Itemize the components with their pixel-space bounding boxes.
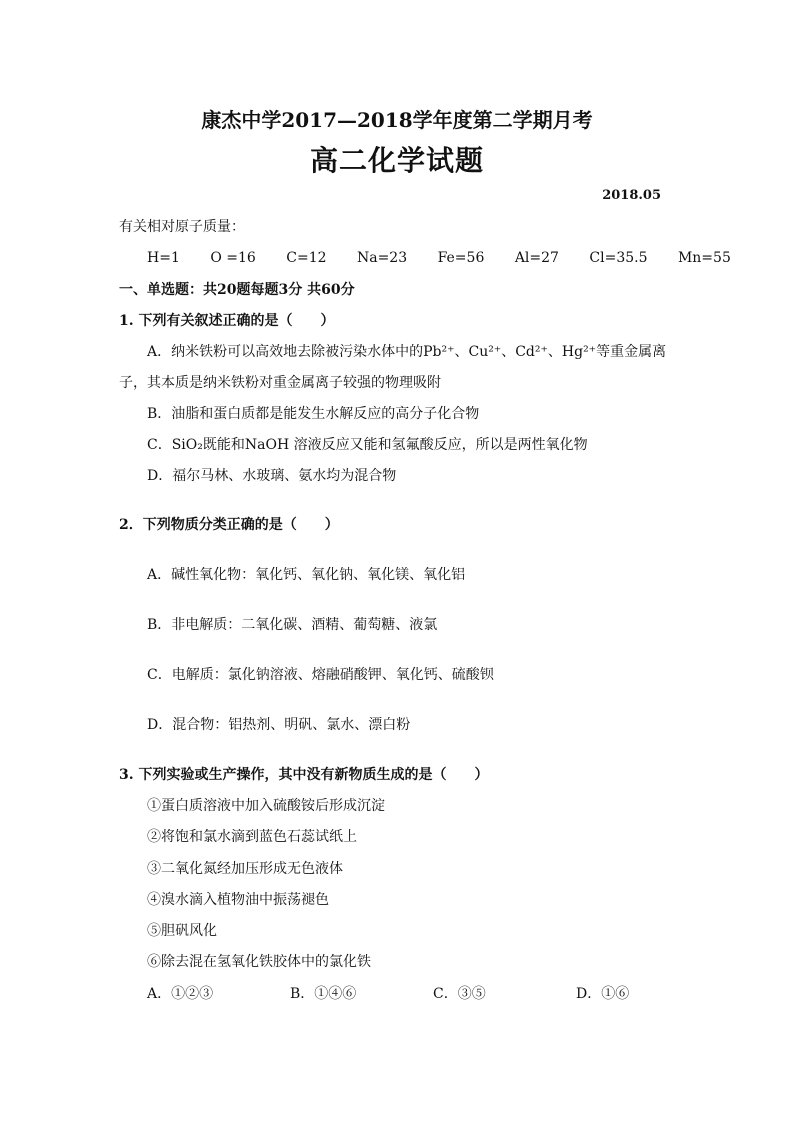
atomic-mass-item: Al=27 <box>514 250 559 266</box>
question-2-option-c: C．电解质：氯化钠溶液、熔融硝酸钾、氧化钙、硫酸钡 <box>147 667 494 683</box>
question-3-stem: 3. 下列实验或生产操作，其中没有新物质生成的是（ ） <box>119 767 489 783</box>
question-3-choice-d: D．①⑥ <box>576 986 630 1002</box>
question-2-option-a: A．碱性氧化物：氧化钙、氧化钠、氧化镁、氧化铝 <box>147 567 466 583</box>
question-3-item: ④溴水滴入植物油中振荡褪色 <box>147 892 329 908</box>
question-3-choice-b: B．①④⑥ <box>290 986 357 1002</box>
question-1-option-a: A．纳米铁粉可以高效地去除被污染水体中的Pb²⁺、Cu²⁺、Cd²⁺、Hg²⁺等重金属离 <box>147 344 667 360</box>
school-title: 康杰中学2017—2018学年度第二学期月考 <box>201 108 593 132</box>
atomic-mass-item: Na=23 <box>356 250 408 266</box>
atomic-mass-item: Cl=35.5 <box>589 250 648 266</box>
question-1-stem: 1. 下列有关叙述正确的是（ ） <box>119 313 335 329</box>
question-3-item: ⑤胆矾风化 <box>147 923 217 939</box>
question-3-choices <box>147 985 719 1003</box>
atomic-mass-item: C=12 <box>286 250 327 266</box>
atomic-mass-item: H=1 <box>147 250 180 266</box>
section-heading: 一、单选题：共20题每题3分 共60分 <box>119 282 355 298</box>
question-3-item: ⑥除去混在氢氧化铁胶体中的氯化铁 <box>147 954 371 970</box>
paper-title: 高二化学试题 <box>309 144 484 177</box>
atomic-mass-item: Fe=56 <box>437 250 485 266</box>
atomic-mass-list <box>147 249 757 267</box>
atomic-mass-item: Mn=55 <box>677 250 731 266</box>
question-3-item: ①蛋白质溶液中加入硫酸铵后形成沉淀 <box>147 798 385 814</box>
question-1-option-b: B．油脂和蛋白质都是能发生水解反应的高分子化合物 <box>147 406 480 422</box>
question-2-stem: 2．下列物质分类正确的是（ ） <box>119 517 339 533</box>
question-3-item: ③二氧化氮经加压形成无色液体 <box>147 861 343 877</box>
atomic-mass-label: 有关相对原子质量： <box>119 219 245 235</box>
question-1-option-c: C．SiO₂既能和NaOH 溶液反应又能和氢氟酸反应，所以是两性氧化物 <box>147 437 588 453</box>
question-3-item: ②将饱和氯水滴到蓝色石蕊试纸上 <box>147 829 357 845</box>
exam-date: 2018.05 <box>602 188 661 203</box>
question-2-option-b: B．非电解质：二氧化碳、酒精、葡萄糖、液氯 <box>147 617 438 633</box>
question-2-option-d: D．混合物：铝热剂、明矾、氯水、漂白粉 <box>147 717 411 733</box>
question-3-choice-c: C．③⑤ <box>433 986 486 1002</box>
question-3-choice-a: A．①②③ <box>147 986 214 1002</box>
atomic-mass-item: O =16 <box>210 250 256 266</box>
question-1-option-a-cont: 子，其本质是纳米铁粉对重金属离子较强的物理吸附 <box>119 375 441 391</box>
question-1-option-d: D．福尔马林、水玻璃、氨水均为混合物 <box>147 468 397 484</box>
